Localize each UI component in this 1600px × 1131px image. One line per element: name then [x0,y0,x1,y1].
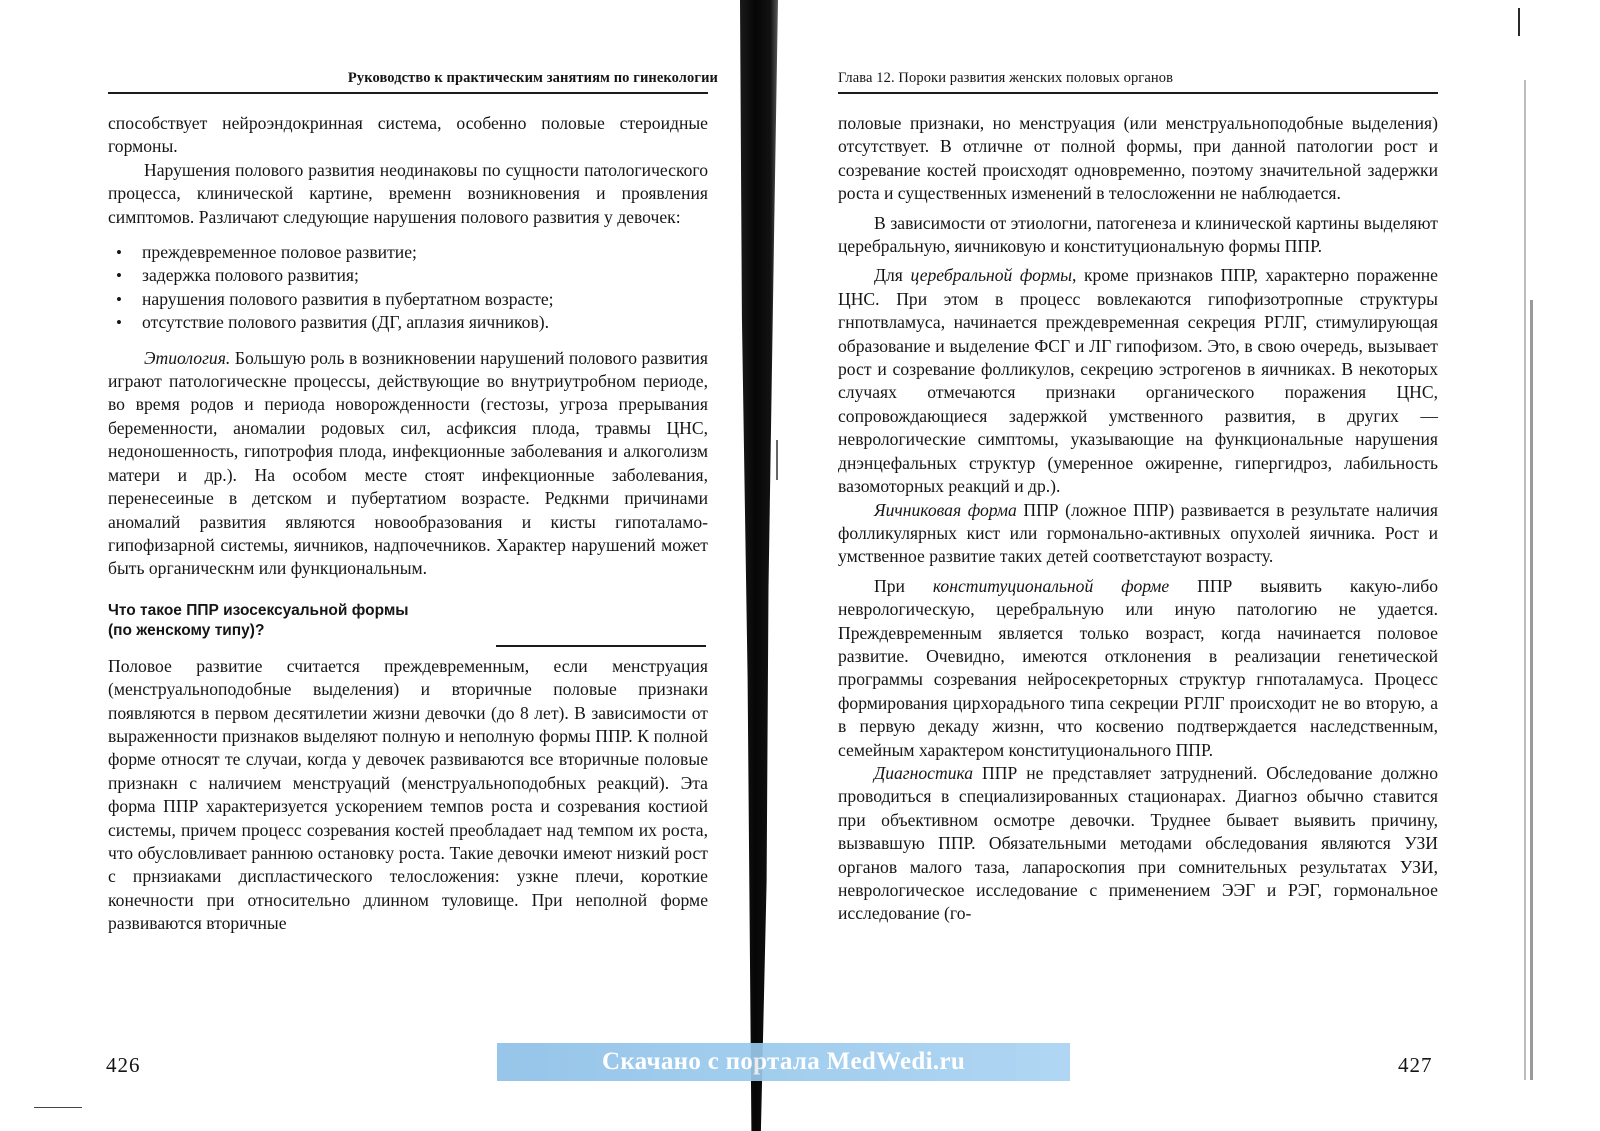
lead-text: При [874,575,933,596]
term-cerebral-form: церебральной формы [910,265,1073,286]
page-number: 427 [1398,1053,1433,1077]
diagnostics-paragraph [838,762,1438,926]
paragraph-text: , кроме признаков ППР, характерно пораженне ЦНС. При этом в процесс вовлекаются гипофизотропные структуры гнпотвламуса, начинается преждевременная секреция РГЛГ, стимулирующая образование и выделение ФСГ и ЛГ гипофизом. Это, в свою очередь, вызывает рост и созревание фолликулов, секрецию эстрогенов в яичниках. В некоторых случаях отмечаются признаки органического поражения ЦНС, сопровождающиеся задержкой умственного развития, в других — неврологические симптомы, указывающие на функциональные нарушения днэнцефальных структур (умеренное ожиренне, гипергидроз, лабильность вазомоторных реакций и др.). [838,265,1438,497]
left-body-text [108,112,708,936]
paragraph: половые признаки, но менструация (или менструальноподобные выделения) отсутствует. В отличне от полной формы, при данной патологии рост и созревание костей происходят одновременно, поэтому значительной задержки роста и существенных изменений в телосложенни не наблюдается. [838,113,1438,204]
running-head: Глава 12. Пороки развития женских половых органов [838,70,1174,86]
list-item: • отсутствие полового развития (ДГ, аплазия яичников). [142,311,708,334]
lead-text: Для [874,265,911,286]
disorders-list [108,241,708,335]
list-item: • задержка полового развития; [142,264,708,287]
scan-edge-mark [776,440,778,480]
constitutional-form-paragraph [838,575,1438,762]
left-page [0,0,770,1131]
paragraph: В зависимости от этиологни, патогенеза и клинической картины выделяют церебральную, яичниковую и конституциональную формы ППР. [838,212,1438,257]
paragraph-text: ППР не представляет затруднений. Обследование должно проводиться в специализированных стационарах. Диагноз обычно ставится при объективном осмотре девочки. Труднее бывает выявить причину, вызвавшую ППР. Обязательными методами обследования являются УЗИ органов малого таза, лапароскопия при сомнительных результатах УЗИ, неврологическое исследование с применением ЭЭГ и РЭГ, гормональное исследование (го- [838,762,1438,924]
paragraph: Нарушения полового развития неодинаковы по сущности патологического процесса, клинической картине, временн возникновения и проявления симптомов. Различают следующие нарушения полового развития у девочек: [108,159,708,227]
cerebral-form-paragraph [838,264,1438,498]
ovarian-form-paragraph [838,499,1438,569]
running-head: Руководство к практическим занятиям по гинекологии [347,70,718,86]
etiology-text: Большую роль в возникновении нарушений полового развития играют патологическне процессы, действующие во внутриутробном периоде, во время родов и периода новорожденности (гестозы, угроза прерывания беременности, аномалии родовых сил, асфиксия плода, травмы ЦНС, недоношенность, гипотрофия плода, инфекционные заболевания и алкоголизм матери и др.). На особом месте стоят инфекционные заболевания, перенесеиные в детском и пубертатиом возрасте. Редкнми причинами аномалий развития являются новообразования и кисты гипоталамо-гипофизарной системы, яичников, надпочечников. Характер нарушений может быть органическнм или функциональным. [108,347,708,579]
paragraph-text: ППР выявить какую-либо неврологическую, церебральную или иную патологию не удается. Преждевременным является только возраст, когда начинается половое развитие. Очевидно, имеются отклонения в реализации генетической программы созревания нейросекреторных структур гнпоталамуса. Процесс формирования цирхорадьного типа секреции РГЛГ происходит не во вторую, а в первую декаду жизнн, что косвенио подтверждается наследственным, семейным характером конституционального ППР. [838,575,1438,760]
watermark-banner: Скачано с портала MedWedi.ru [497,1043,1070,1081]
right-page [790,0,1600,1131]
term-diagnostics: Диагностика [874,762,974,783]
answer-paragraph: Половое развитие считается преждевременным, если менструация (менструальноподобные выделения) и вторичные половые признаки появляются в первом десятилетии жизни девочки (до 8 лет). В зависимости от выраженности признаков выделяют полную и неполную формы ППР. К полной форме относят те случаи, когда у девочек развиваются все вторичные половые признакн с наличием менструаций (менструальноподобных реакций). Эта форма ППР характеризуется ускорением темпов роста и созревания костиой системы, причем процесс созревания костей преобладает над темпом их роста, что обусловливает раннюю остановку роста. Такие девочки имеют низкий рост с прнзиаками диспластического телосложения: узкне плечи, короткие конечности при относительно длинном туловище. При неполной форме развиваются вторичные [108,655,708,934]
list-item: • нарушения полового развития в пубертатном возрасте; [142,288,708,311]
etiology-paragraph [108,347,708,581]
etiology-term: Этиология. [144,347,231,368]
question-rule [496,645,706,647]
term-constitutional-form: конституциональной форме [932,575,1170,596]
right-body-text [838,112,1438,926]
question-line: (по женскому типу)? [108,621,265,639]
header-rule [108,92,708,94]
list-item: • преждевременное половое развитие; [142,241,708,264]
paragraph: способствует нейроэндокринная система, особенно половые стероидные гормоны. [108,113,708,157]
header-rule [838,92,1438,94]
section-question [108,601,708,641]
page-number: 426 [106,1053,141,1077]
paragraph-text: ППР (ложное ППР) развивается в результате наличия фолликулярных кист или гормонально-активных опухолей яичника. Рост и умственное развитие таких детей соответстауют возрасту. [838,499,1438,567]
term-ovarian-form: Яичниковая форма [874,499,1017,520]
question-line: Что такое ППР изосексуальной формы [108,601,409,619]
